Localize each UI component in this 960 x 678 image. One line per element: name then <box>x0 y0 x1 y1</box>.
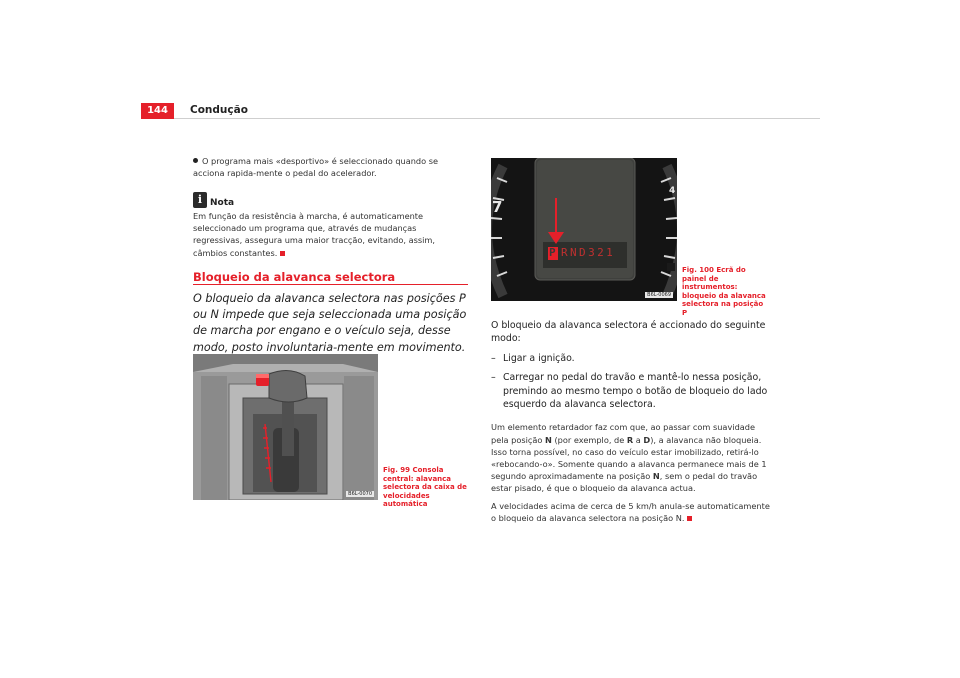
bullet-paragraph <box>193 155 468 179</box>
page-header-title: Condução <box>190 104 248 116</box>
section-lead: O bloqueio da alavanca selectora nas posições P ou N impede que seja seleccionada uma posição de marcha por engano e o veículo seja, desse modo, posto involuntaria-mente em movimento. <box>193 292 467 354</box>
bullet-icon <box>193 158 198 163</box>
figure-center-console <box>193 354 378 500</box>
gauge-digit-left: 7 <box>492 198 503 216</box>
figure-caption-100: Fig. 100 Ecrã do painel de instrumentos: bloqueio da alavanca selectora na posição P <box>682 266 766 317</box>
page-number: 144 <box>141 103 174 119</box>
center-console-illustration <box>193 354 378 500</box>
list-item: – Ligar a ignição. <box>491 352 575 364</box>
end-of-section-icon <box>280 251 285 256</box>
retarder-paragraph: Um elemento retardador faz com que, ao passar com suavidade pela posição N (por exemplo, de R a D), a alavanca não bloqueia. Isso torna possível, no caso do veículo estar imobilizado, retirá-lo «rebocando-o». Somente quando a alavanca permanece mais de 1 segundo aproximadamente na posição N, sem o pedal do travão estar pisado, é que o bloqueio da alavanca actua. <box>491 422 767 494</box>
note-block <box>193 190 468 259</box>
note-icon: i <box>193 192 207 208</box>
note-text: Em função da resistência à marcha, é automaticamente seleccionado um programa que, através de mudanças regressivas, assegura uma maior tracção, evitando, assim, câmbios constantes. <box>193 211 435 258</box>
gear-display-text: RND321 <box>561 246 616 259</box>
section-divider <box>193 284 468 285</box>
step-1-text: Ligar a ignição. <box>503 352 575 364</box>
figure-instrument-display <box>491 158 677 301</box>
speed-paragraph: A velocidades acima de cerca de 5 km/h anula-se automaticamente o bloqueio da alavanca selectora na posição N. <box>491 500 770 523</box>
list-item: – Carregar no pedal do travão e mantê-lo nessa posição, premindo ao mesmo tempo o botão de bloqueio do lado esquerdo da alavanca selectora. <box>491 371 771 411</box>
gauge-digit-right: 4 <box>669 186 676 196</box>
bullet-text: O programa mais «desportivo» é seleccionado quando se acciona rapida-mente o pedal do acelerador. <box>193 156 439 179</box>
note-label: Nota <box>210 198 235 208</box>
section-heading: Bloqueio da alavanca selectora <box>193 270 396 284</box>
right-column-text <box>491 319 771 529</box>
instrument-cluster-illustration <box>491 158 677 301</box>
gear-display-p: P <box>549 246 558 259</box>
figure-code: B6L-0069 <box>647 292 671 298</box>
figure-caption-99: Fig. 99 Consola central: alavanca selectora da caixa de velocidades automática <box>383 466 467 509</box>
step-2-text: Carregar no pedal do travão e mantê-lo nessa posição, premindo ao mesmo tempo o botão de bloqueio do lado esquerdo da alavanca selectora. <box>503 372 768 411</box>
intro-text: O bloqueio da alavanca selectora é accionado do seguinte modo: <box>491 320 766 345</box>
header-divider <box>174 118 820 119</box>
figure-code: B6L-0070 <box>348 491 372 497</box>
end-of-section-icon <box>687 516 692 521</box>
